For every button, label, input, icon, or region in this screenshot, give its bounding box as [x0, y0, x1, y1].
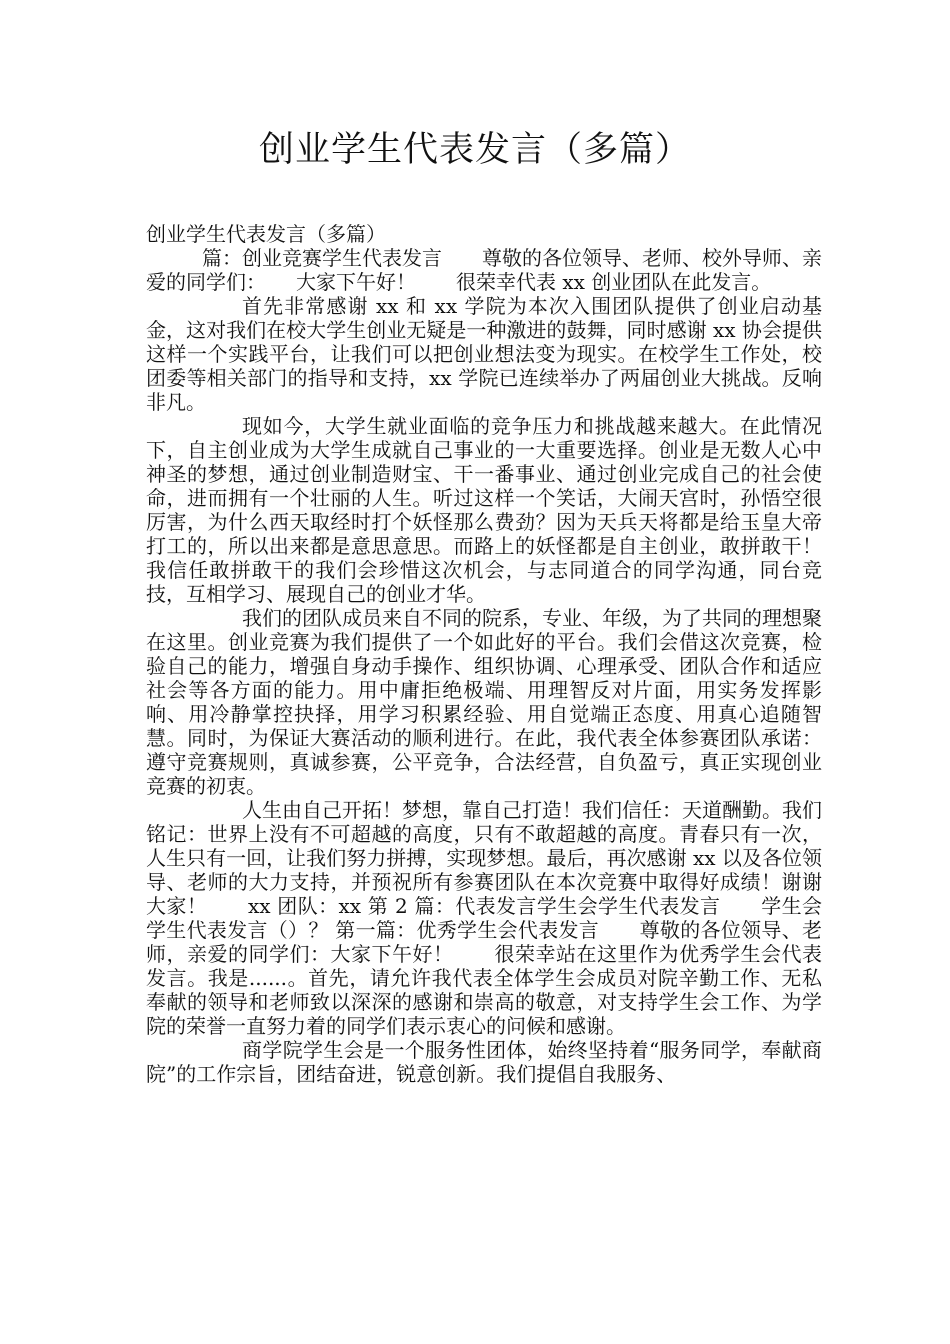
paragraph: 篇：创业竞赛学生代表发言 尊敬的各位领导、老师、校外导师、亲爱的同学们： 大家下午好！ 很荣幸代表 xx 创业团队在此发言。 — [146, 246, 822, 294]
document-body — [146, 222, 822, 1086]
document-title: 创业学生代表发言（多篇） — [258, 130, 691, 170]
paragraph: 首先非常感谢 xx 和 xx 学院为本次入围团队提供了创业启动基金，这对我们在校大学生创业无疑是一种激进的鼓舞，同时感谢 xx 协会提供这样一个实践平台，让我们可以把创业想法变为现实。在校学生工作处，校团委等相关部门的指导和支持，xx 学院已连续举办了两届创业大挑战。反响非凡。 — [146, 294, 822, 414]
paragraph: 我们的团队成员来自不同的院系，专业、年级，为了共同的理想聚在这里。创业竞赛为我们提供了一个如此好的平台。我们会借这次竞赛，检验自己的能力，增强自身动手操作、组织协调、心理承受、团队合作和适应社会等各方面的能力。用中庸拒绝极端、用理智反对片面，用实务发挥影响、用冷静掌控抉择，用学习积累经验、用自觉端正态度、用真心追随智慧。同时，为保证大赛活动的顺利进行。在此，我代表全体参赛团队承诺：遵守竞赛规则，真诚参赛，公平竞争，合法经营，自负盈亏，真正实现创业竞赛的初衷。 — [146, 606, 822, 798]
paragraph: 人生由自己开拓！梦想，靠自己打造！我们信任：天道酬勤。我们铭记：世界上没有不可超越的高度，只有不敢超越的高度。青春只有一次，人生只有一回，让我们努力拼搏，实现梦想。最后，再次感谢 xx 以及各位领导、老师的大力支持，并预祝所有参赛团队在本次竞赛中取得好成绩！谢谢大家！ xx 团队：xx 第 2 篇：代表发言学生会学生代表发言 学生会学生代表发言（）？ 第一篇：优秀学生会代表发言 尊敬的各位领导、老师，亲爱的同学们：大家下午好！ 很荣幸站在这里作为优秀学生会代表发言。我是......。首先，请允许我代表全体学生会成员对院辛勤工作、无私奉献的领导和老师致以深深的感谢和崇高的敬意，对支持学生会工作、为学院的荣誉一直努力着的同学们表示衷心的问候和感谢。 — [146, 798, 822, 1038]
document-subtitle: 创业学生代表发言（多篇） — [146, 222, 386, 246]
paragraph: 现如今，大学生就业面临的竞争压力和挑战越来越大。在此情况下，自主创业成为大学生成就自己事业的一大重要选择。创业是无数人心中神圣的梦想，通过创业制造财宝、干一番事业、通过创业完成自己的社会使命，进而拥有一个壮丽的人生。听过这样一个笑话，大闹天宫时，孙悟空很厉害，为什么西天取经时打个妖怪那么费劲？因为天兵天将都是给玉皇大帝打工的，所以出来都是意思意思。而路上的妖怪都是自主创业，敢拼敢干！我信任敢拼敢干的我们会珍惜这次机会，与志同道合的同学沟通，同台竞技，互相学习、展现自己的创业才华。 — [146, 414, 822, 606]
paragraph: 商学院学生会是一个服务性团体，始终坚持着“服务同学，奉献商院”的工作宗旨，团结奋进，锐意创新。我们提倡自我服务、 — [146, 1038, 822, 1086]
